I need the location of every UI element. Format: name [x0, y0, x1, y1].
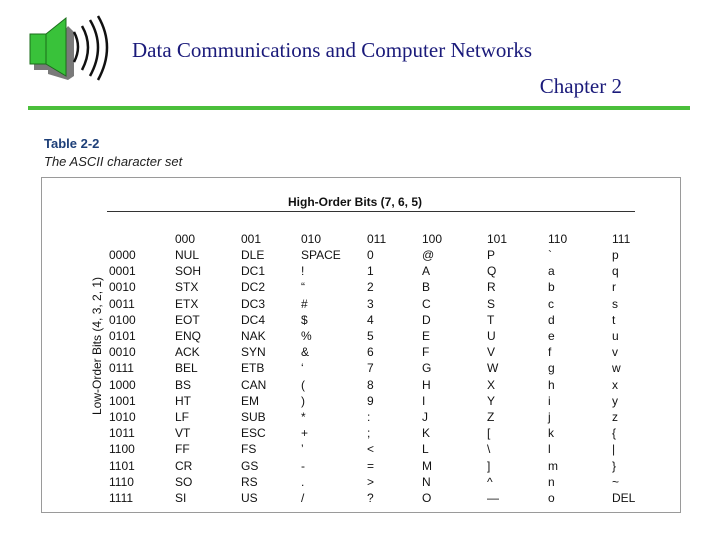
column-header: 001 — [241, 232, 262, 246]
ascii-cell: [ — [487, 426, 491, 441]
heading-rule — [107, 211, 635, 212]
ascii-cell: ESC — [241, 426, 266, 441]
ascii-cell: SO — [175, 474, 193, 489]
ascii-cell: 4 — [367, 312, 374, 327]
ascii-cell: b — [548, 280, 555, 295]
ascii-cell: 2 — [367, 280, 374, 295]
ascii-cell: DC3 — [241, 296, 266, 311]
ascii-cell: k — [548, 426, 554, 441]
ascii-cell: I — [422, 393, 426, 408]
ascii-cell: BEL — [175, 361, 198, 376]
ascii-cell: P — [487, 248, 496, 262]
column-header: 111 — [612, 232, 631, 246]
ascii-cell: GS — [241, 458, 259, 473]
ascii-cell: ) — [301, 393, 305, 408]
ascii-cell: A — [422, 264, 431, 279]
ascii-cell: 9 — [367, 393, 374, 408]
ascii-cell: ETX — [175, 296, 199, 311]
row-label: 0010 — [109, 345, 136, 360]
ascii-cell: VT — [175, 426, 191, 441]
ascii-cell: U — [487, 329, 496, 343]
ascii-cell: r — [612, 280, 616, 295]
ascii-cell: p — [612, 248, 619, 262]
ascii-cell: T — [487, 312, 495, 327]
ascii-cell: SYN — [241, 345, 266, 360]
ascii-cell: LF — [175, 410, 190, 424]
ascii-cell: z — [612, 410, 618, 424]
row-label: 1000 — [109, 377, 136, 392]
row-label: 0011 — [109, 296, 135, 311]
row-label: 0100 — [109, 312, 136, 327]
ascii-cell: F — [422, 345, 430, 360]
column-header: 010 — [301, 232, 322, 246]
ascii-cell: Y — [487, 393, 496, 408]
ascii-cell: S — [487, 296, 496, 311]
ascii-cell: J — [422, 410, 428, 424]
row-label: 0001 — [109, 264, 136, 279]
ascii-cell: ( — [301, 377, 305, 392]
ascii-cell: 6 — [367, 345, 374, 360]
ascii-cell: NUL — [175, 248, 200, 262]
ascii-cell: * — [301, 410, 306, 424]
ascii-cell: ‘ — [301, 361, 304, 376]
ascii-cell: > — [367, 474, 375, 489]
ascii-cell: g — [548, 361, 555, 376]
ascii-cell: D — [422, 312, 431, 327]
ascii-cell: N — [422, 474, 431, 489]
ascii-cell: C — [422, 296, 431, 311]
ascii-cell: ! — [301, 264, 305, 279]
ascii-cell: G — [422, 361, 432, 376]
ascii-cell: K — [422, 426, 431, 441]
ascii-cell: ] — [487, 458, 491, 473]
ascii-cell: EOT — [175, 312, 200, 327]
ascii-cell: \ — [487, 442, 491, 457]
ascii-cell: ~ — [612, 474, 620, 489]
row-label: 1001 — [109, 393, 136, 408]
column-header: 000 — [175, 232, 196, 246]
ascii-cell: w — [612, 361, 621, 376]
ascii-cell: SUB — [241, 410, 266, 424]
column-header: 101 — [487, 232, 508, 246]
table-caption: The ASCII character set — [44, 154, 183, 169]
ascii-cell: SI — [175, 491, 187, 505]
ascii-cell: u — [612, 329, 619, 343]
ascii-cell: s — [612, 296, 618, 311]
ascii-cell: ; — [367, 426, 371, 441]
column-header: 011 — [367, 232, 387, 246]
slide-subtitle: Chapter 2 — [539, 74, 622, 98]
row-label: 1100 — [109, 442, 135, 457]
ascii-cell: $ — [301, 312, 308, 327]
ascii-cell: ? — [367, 491, 374, 505]
ascii-cell: ` — [548, 248, 552, 262]
ascii-cell: DC1 — [241, 264, 266, 279]
ascii-cell: SPACE — [301, 248, 341, 262]
ascii-cell: & — [301, 345, 310, 360]
row-label: 0111 — [109, 361, 134, 376]
ascii-cell: NAK — [241, 329, 266, 343]
ascii-cell: E — [422, 329, 431, 343]
ascii-cell: DLE — [241, 248, 265, 262]
ascii-cell: DC4 — [241, 312, 266, 327]
ascii-cell: i — [548, 393, 551, 408]
ascii-cell: : — [367, 410, 371, 424]
column-header: 110 — [548, 232, 568, 246]
ascii-cell: o — [548, 491, 555, 505]
ascii-cell: Q — [487, 264, 497, 279]
ascii-cell: = — [367, 458, 375, 473]
ascii-cell: . — [301, 474, 305, 489]
column-header: 100 — [422, 232, 443, 246]
row-label: 0101 — [109, 329, 136, 343]
low-order-heading: Low-Order Bits (4, 3, 2, 1) — [90, 276, 104, 415]
row-label: 1011 — [109, 426, 135, 441]
ascii-cell: m — [548, 458, 558, 473]
ascii-cell: 5 — [367, 329, 374, 343]
ascii-cell: n — [548, 474, 555, 489]
ascii-cell: d — [548, 312, 555, 327]
ascii-cell: t — [612, 312, 616, 327]
ascii-cell: BS — [175, 377, 192, 392]
ascii-cell: X — [487, 377, 496, 392]
ascii-cell: Z — [487, 410, 495, 424]
ascii-cell: RS — [241, 474, 258, 489]
ascii-cell: SOH — [175, 264, 202, 279]
ascii-cell: + — [301, 426, 309, 441]
ascii-cell: < — [367, 442, 375, 457]
ascii-cell: f — [548, 345, 552, 360]
ascii-cell: l — [548, 442, 551, 457]
table-number: Table 2-2 — [44, 136, 100, 151]
row-label: 1101 — [109, 458, 135, 473]
ascii-cell: 0 — [367, 248, 374, 262]
ascii-cell: h — [548, 377, 555, 392]
ascii-cell: V — [487, 345, 496, 360]
ascii-cell: 1 — [367, 264, 374, 279]
ascii-cell: { — [612, 426, 617, 441]
ascii-cell: x — [612, 377, 618, 392]
ascii-cell: ^ — [487, 474, 493, 489]
ascii-cell: y — [612, 393, 618, 408]
ascii-cell: HT — [175, 393, 191, 408]
title-divider — [28, 106, 690, 110]
ascii-cell: ETB — [241, 361, 265, 376]
ascii-cell: c — [548, 296, 554, 311]
ascii-cell: L — [422, 442, 429, 457]
ascii-cell: # — [301, 296, 308, 311]
row-label: 1010 — [109, 410, 136, 424]
ascii-cell: ACK — [175, 345, 200, 360]
ascii-cell: / — [301, 491, 305, 505]
ascii-cell: @ — [422, 248, 435, 262]
ascii-cell: % — [301, 329, 312, 343]
row-label: 0000 — [109, 248, 136, 262]
ascii-cell: v — [612, 345, 618, 360]
ascii-cell: DC2 — [241, 280, 266, 295]
ascii-cell: B — [422, 280, 431, 295]
ascii-cell: FF — [175, 442, 190, 457]
ascii-cell: “ — [301, 280, 305, 295]
ascii-cell: O — [422, 491, 432, 505]
ascii-cell: q — [612, 264, 619, 279]
slide-title: Data Communications and Computer Networks — [132, 38, 533, 62]
ascii-cell: R — [487, 280, 496, 295]
ascii-cell: CR — [175, 458, 193, 473]
row-label: 1111 — [109, 491, 134, 505]
ascii-cell: ’ — [301, 442, 304, 457]
row-label: 1110 — [109, 474, 134, 489]
high-order-heading: High-Order Bits (7, 6, 5) — [288, 195, 423, 209]
ascii-cell: M — [422, 458, 432, 473]
ascii-cell: e — [548, 329, 555, 343]
speaker-icon — [28, 14, 114, 84]
ascii-cell: | — [612, 442, 616, 457]
ascii-cell: EM — [241, 393, 259, 408]
ascii-cell: - — [301, 458, 305, 473]
ascii-cell: j — [548, 410, 551, 424]
ascii-cell: CAN — [241, 377, 267, 392]
ascii-cell: H — [422, 377, 431, 392]
ascii-cell: STX — [175, 280, 199, 295]
ascii-cell: FS — [241, 442, 257, 457]
ascii-cell: } — [612, 458, 617, 473]
ascii-cell: US — [241, 491, 258, 505]
ascii-cell: ENQ — [175, 329, 202, 343]
ascii-cell: 7 — [367, 361, 374, 376]
ascii-cell: a — [548, 264, 555, 279]
row-label: 0010 — [109, 280, 136, 295]
ascii-cell: 3 — [367, 296, 374, 311]
ascii-cell: W — [487, 361, 499, 376]
table-frame — [41, 177, 681, 513]
ascii-cell: DEL — [612, 491, 636, 505]
ascii-cell: — — [487, 491, 499, 505]
ascii-cell: 8 — [367, 377, 374, 392]
